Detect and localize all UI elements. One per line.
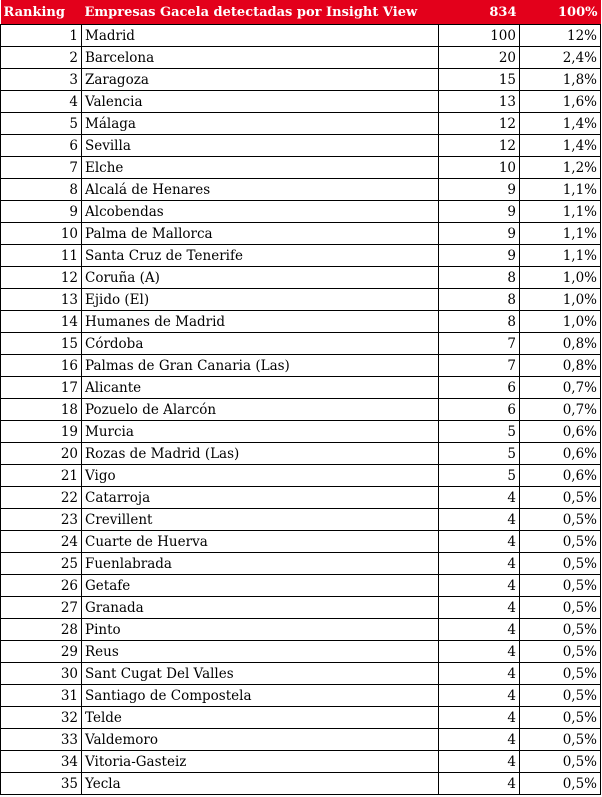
rank-cell: 30	[1, 663, 82, 685]
table-row	[1, 355, 601, 377]
city-cell: Murcia	[82, 421, 439, 443]
table-row	[1, 25, 601, 47]
pct-cell: 1,0%	[520, 267, 601, 289]
pct-cell: 1,1%	[520, 245, 601, 267]
table-row	[1, 179, 601, 201]
pct-cell: 0,6%	[520, 443, 601, 465]
table-row	[1, 487, 601, 509]
city-cell: Alcalá de Henares	[82, 179, 439, 201]
count-cell: 7	[439, 333, 520, 355]
rank-cell: 14	[1, 311, 82, 333]
table-row	[1, 201, 601, 223]
rank-cell: 35	[1, 773, 82, 795]
count-cell: 5	[439, 465, 520, 487]
table-row	[1, 663, 601, 685]
rank-cell: 20	[1, 443, 82, 465]
table-row	[1, 531, 601, 553]
count-cell: 8	[439, 289, 520, 311]
table-row	[1, 157, 601, 179]
rank-cell: 16	[1, 355, 82, 377]
pct-cell: 12%	[520, 25, 601, 47]
pct-cell: 2,4%	[520, 47, 601, 69]
count-cell: 7	[439, 355, 520, 377]
table-row	[1, 509, 601, 531]
count-cell: 20	[439, 47, 520, 69]
city-cell: Alcobendas	[82, 201, 439, 223]
pct-cell: 1,2%	[520, 157, 601, 179]
city-cell: Crevillent	[82, 509, 439, 531]
city-cell: Santa Cruz de Tenerife	[82, 245, 439, 267]
city-cell: Pozuelo de Alarcón	[82, 399, 439, 421]
count-cell: 9	[439, 201, 520, 223]
table-row	[1, 773, 601, 795]
pct-cell: 0,5%	[520, 531, 601, 553]
city-cell: Madrid	[82, 25, 439, 47]
city-cell: Fuenlabrada	[82, 553, 439, 575]
city-cell: Humanes de Madrid	[82, 311, 439, 333]
table-row	[1, 597, 601, 619]
table-row	[1, 135, 601, 157]
rank-cell: 21	[1, 465, 82, 487]
count-cell: 9	[439, 179, 520, 201]
pct-cell: 0,7%	[520, 377, 601, 399]
count-cell: 4	[439, 685, 520, 707]
pct-cell: 0,5%	[520, 619, 601, 641]
pct-cell: 0,5%	[520, 575, 601, 597]
pct-cell: 0,5%	[520, 509, 601, 531]
count-cell: 4	[439, 641, 520, 663]
count-cell: 12	[439, 113, 520, 135]
city-cell: Vigo	[82, 465, 439, 487]
table-row	[1, 729, 601, 751]
count-cell: 4	[439, 751, 520, 773]
rank-cell: 8	[1, 179, 82, 201]
pct-cell: 0,5%	[520, 663, 601, 685]
pct-cell: 1,4%	[520, 135, 601, 157]
table-row	[1, 289, 601, 311]
city-cell: Elche	[82, 157, 439, 179]
city-cell: Ejido (El)	[82, 289, 439, 311]
pct-cell: 1,0%	[520, 289, 601, 311]
rank-cell: 1	[1, 25, 82, 47]
rank-cell: 3	[1, 69, 82, 91]
rank-cell: 28	[1, 619, 82, 641]
count-cell: 4	[439, 575, 520, 597]
rank-cell: 9	[1, 201, 82, 223]
rank-cell: 34	[1, 751, 82, 773]
rank-cell: 24	[1, 531, 82, 553]
table-row	[1, 47, 601, 69]
city-cell: Alicante	[82, 377, 439, 399]
count-cell: 4	[439, 509, 520, 531]
city-cell: Catarroja	[82, 487, 439, 509]
pct-cell: 0,5%	[520, 729, 601, 751]
rank-cell: 23	[1, 509, 82, 531]
rank-cell: 2	[1, 47, 82, 69]
count-cell: 4	[439, 663, 520, 685]
table-header	[1, 0, 601, 25]
city-cell: Pinto	[82, 619, 439, 641]
table-row	[1, 465, 601, 487]
rank-cell: 15	[1, 333, 82, 355]
rank-cell: 4	[1, 91, 82, 113]
city-cell: Palma de Mallorca	[82, 223, 439, 245]
city-cell: Sant Cugat Del Valles	[82, 663, 439, 685]
rank-cell: 27	[1, 597, 82, 619]
pct-cell: 0,5%	[520, 707, 601, 729]
count-cell: 9	[439, 223, 520, 245]
header-title: Empresas Gacela detectadas por Insight View	[82, 0, 439, 25]
pct-cell: 1,1%	[520, 201, 601, 223]
pct-cell: 0,5%	[520, 553, 601, 575]
city-cell: Zaragoza	[82, 69, 439, 91]
table-row	[1, 113, 601, 135]
table-row	[1, 707, 601, 729]
count-cell: 4	[439, 487, 520, 509]
rank-cell: 31	[1, 685, 82, 707]
rank-cell: 26	[1, 575, 82, 597]
rank-cell: 5	[1, 113, 82, 135]
count-cell: 4	[439, 707, 520, 729]
rank-cell: 13	[1, 289, 82, 311]
city-cell: Santiago de Compostela	[82, 685, 439, 707]
count-cell: 9	[439, 245, 520, 267]
table-row	[1, 377, 601, 399]
count-cell: 8	[439, 311, 520, 333]
rank-cell: 19	[1, 421, 82, 443]
city-cell: Cuarte de Huerva	[82, 531, 439, 553]
table-row	[1, 223, 601, 245]
count-cell: 4	[439, 773, 520, 795]
table-row	[1, 91, 601, 113]
count-cell: 12	[439, 135, 520, 157]
count-cell: 8	[439, 267, 520, 289]
table-row	[1, 751, 601, 773]
rank-cell: 11	[1, 245, 82, 267]
pct-cell: 0,6%	[520, 421, 601, 443]
city-cell: Palmas de Gran Canaria (Las)	[82, 355, 439, 377]
rank-cell: 7	[1, 157, 82, 179]
pct-cell: 1,0%	[520, 311, 601, 333]
count-cell: 4	[439, 619, 520, 641]
city-cell: Rozas de Madrid (Las)	[82, 443, 439, 465]
count-cell: 5	[439, 443, 520, 465]
city-cell: Córdoba	[82, 333, 439, 355]
pct-cell: 1,4%	[520, 113, 601, 135]
count-cell: 13	[439, 91, 520, 113]
header-row	[1, 0, 601, 25]
count-cell: 5	[439, 421, 520, 443]
pct-cell: 1,6%	[520, 91, 601, 113]
rank-cell: 25	[1, 553, 82, 575]
rank-cell: 6	[1, 135, 82, 157]
table-row	[1, 575, 601, 597]
table-row	[1, 267, 601, 289]
table-row	[1, 553, 601, 575]
city-cell: Málaga	[82, 113, 439, 135]
pct-cell: 0,7%	[520, 399, 601, 421]
count-cell: 4	[439, 729, 520, 751]
header-total: 834	[439, 0, 520, 25]
count-cell: 6	[439, 377, 520, 399]
table-row	[1, 641, 601, 663]
count-cell: 15	[439, 69, 520, 91]
city-cell: Sevilla	[82, 135, 439, 157]
count-cell: 4	[439, 597, 520, 619]
pct-cell: 1,8%	[520, 69, 601, 91]
count-cell: 4	[439, 553, 520, 575]
pct-cell: 0,5%	[520, 487, 601, 509]
rank-cell: 32	[1, 707, 82, 729]
rank-cell: 22	[1, 487, 82, 509]
pct-cell: 0,5%	[520, 641, 601, 663]
pct-cell: 0,8%	[520, 333, 601, 355]
table-row	[1, 69, 601, 91]
count-cell: 100	[439, 25, 520, 47]
pct-cell: 0,6%	[520, 465, 601, 487]
rank-cell: 29	[1, 641, 82, 663]
pct-cell: 0,5%	[520, 685, 601, 707]
city-cell: Yecla	[82, 773, 439, 795]
table-row	[1, 311, 601, 333]
table-row	[1, 443, 601, 465]
city-cell: Telde	[82, 707, 439, 729]
pct-cell: 0,8%	[520, 355, 601, 377]
city-cell: Getafe	[82, 575, 439, 597]
header-ranking: Ranking	[1, 0, 82, 25]
table-row	[1, 333, 601, 355]
table-row	[1, 399, 601, 421]
count-cell: 4	[439, 531, 520, 553]
table-row	[1, 245, 601, 267]
header-total-pct: 100%	[520, 0, 601, 25]
rank-cell: 12	[1, 267, 82, 289]
rank-cell: 10	[1, 223, 82, 245]
table-row	[1, 421, 601, 443]
pct-cell: 1,1%	[520, 223, 601, 245]
pct-cell: 0,5%	[520, 773, 601, 795]
rank-cell: 18	[1, 399, 82, 421]
city-cell: Vitoria-Gasteiz	[82, 751, 439, 773]
city-cell: Coruña (A)	[82, 267, 439, 289]
count-cell: 10	[439, 157, 520, 179]
table-body	[1, 25, 601, 795]
city-cell: Barcelona	[82, 47, 439, 69]
city-cell: Valencia	[82, 91, 439, 113]
pct-cell: 1,1%	[520, 179, 601, 201]
pct-cell: 0,5%	[520, 597, 601, 619]
rank-cell: 33	[1, 729, 82, 751]
city-cell: Valdemoro	[82, 729, 439, 751]
table-row	[1, 619, 601, 641]
rank-cell: 17	[1, 377, 82, 399]
pct-cell: 0,5%	[520, 751, 601, 773]
count-cell: 6	[439, 399, 520, 421]
city-cell: Reus	[82, 641, 439, 663]
table-row	[1, 685, 601, 707]
city-cell: Granada	[82, 597, 439, 619]
